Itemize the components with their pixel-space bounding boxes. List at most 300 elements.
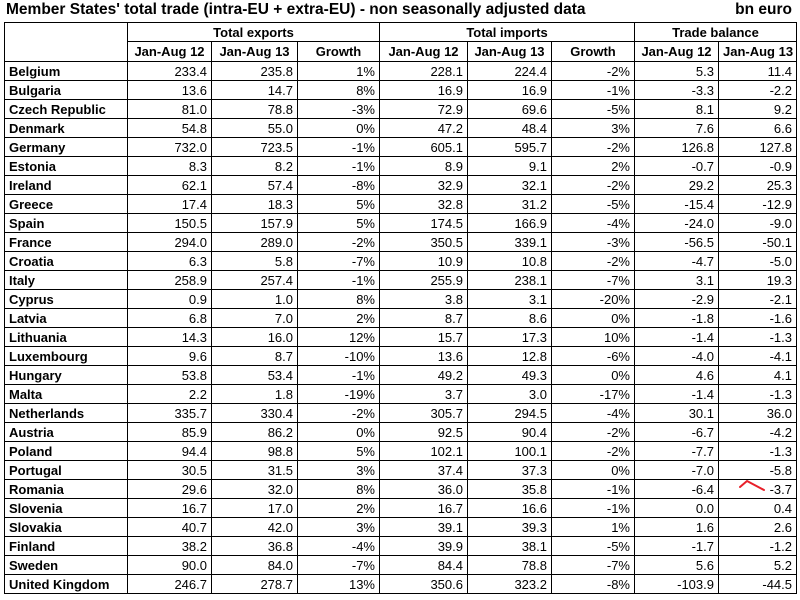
table-row: [5, 233, 797, 252]
imports-growth: -4%: [552, 214, 635, 233]
exports-growth: 12%: [298, 328, 380, 347]
exports-growth: 8%: [298, 480, 380, 499]
exports-jan-aug-13: 8.2: [212, 157, 298, 176]
imports-jan-aug-12: 37.4: [380, 461, 468, 480]
imports-jan-aug-12: 15.7: [380, 328, 468, 347]
imports-growth: -1%: [552, 480, 635, 499]
balance-jan-aug-13: -12.9: [719, 195, 797, 214]
exports-jan-aug-12: 94.4: [128, 442, 212, 461]
imports-growth: -17%: [552, 385, 635, 404]
exports-jan-aug-13: 8.7: [212, 347, 298, 366]
exports-jan-aug-13: 78.8: [212, 100, 298, 119]
exports-jan-aug-13: 289.0: [212, 233, 298, 252]
header-exports-growth: Growth: [298, 42, 380, 62]
balance-jan-aug-12: 5.6: [635, 556, 719, 575]
balance-jan-aug-13: -3.7: [719, 480, 797, 499]
exports-jan-aug-12: 30.5: [128, 461, 212, 480]
balance-jan-aug-12: -24.0: [635, 214, 719, 233]
balance-jan-aug-13: 127.8: [719, 138, 797, 157]
exports-jan-aug-12: 246.7: [128, 575, 212, 594]
exports-jan-aug-13: 18.3: [212, 195, 298, 214]
country-name: Sweden: [5, 556, 128, 575]
exports-jan-aug-13: 14.7: [212, 81, 298, 100]
balance-jan-aug-13: 5.2: [719, 556, 797, 575]
imports-jan-aug-12: 174.5: [380, 214, 468, 233]
balance-jan-aug-13: 36.0: [719, 404, 797, 423]
balance-jan-aug-12: -1.4: [635, 385, 719, 404]
imports-growth: 3%: [552, 119, 635, 138]
header-total-exports: Total exports: [128, 23, 380, 42]
balance-jan-aug-12: -6.4: [635, 480, 719, 499]
imports-growth: -2%: [552, 62, 635, 81]
imports-jan-aug-13: 32.1: [468, 176, 552, 195]
exports-growth: -19%: [298, 385, 380, 404]
table-row: [5, 195, 797, 214]
balance-jan-aug-12: -1.7: [635, 537, 719, 556]
exports-jan-aug-13: 5.8: [212, 252, 298, 271]
table-row: [5, 119, 797, 138]
imports-jan-aug-13: 31.2: [468, 195, 552, 214]
table-row: [5, 62, 797, 81]
exports-jan-aug-13: 36.8: [212, 537, 298, 556]
balance-jan-aug-12: 126.8: [635, 138, 719, 157]
country-name: Italy: [5, 271, 128, 290]
exports-growth: 13%: [298, 575, 380, 594]
country-name: Denmark: [5, 119, 128, 138]
trade-table: [4, 22, 797, 594]
imports-growth: -2%: [552, 176, 635, 195]
table-row: [5, 537, 797, 556]
exports-growth: 2%: [298, 499, 380, 518]
balance-jan-aug-12: 7.6: [635, 119, 719, 138]
imports-growth: 2%: [552, 157, 635, 176]
balance-jan-aug-13: -2.2: [719, 81, 797, 100]
balance-jan-aug-12: -3.3: [635, 81, 719, 100]
header-imports-p2: Jan-Aug 13: [468, 42, 552, 62]
exports-jan-aug-12: 14.3: [128, 328, 212, 347]
imports-jan-aug-12: 3.7: [380, 385, 468, 404]
exports-jan-aug-12: 16.7: [128, 499, 212, 518]
imports-jan-aug-12: 13.6: [380, 347, 468, 366]
exports-jan-aug-13: 1.0: [212, 290, 298, 309]
exports-jan-aug-13: 157.9: [212, 214, 298, 233]
exports-jan-aug-12: 81.0: [128, 100, 212, 119]
header-exports-p2: Jan-Aug 13: [212, 42, 298, 62]
country-name: Belgium: [5, 62, 128, 81]
header-exports-p1: Jan-Aug 12: [128, 42, 212, 62]
imports-jan-aug-12: 8.9: [380, 157, 468, 176]
imports-growth: -1%: [552, 499, 635, 518]
imports-jan-aug-13: 39.3: [468, 518, 552, 537]
balance-jan-aug-13: -0.9: [719, 157, 797, 176]
header-balance-p1: Jan-Aug 12: [635, 42, 719, 62]
exports-jan-aug-13: 235.8: [212, 62, 298, 81]
exports-jan-aug-12: 38.2: [128, 537, 212, 556]
exports-jan-aug-12: 17.4: [128, 195, 212, 214]
table-row: [5, 499, 797, 518]
exports-jan-aug-13: 32.0: [212, 480, 298, 499]
exports-jan-aug-13: 55.0: [212, 119, 298, 138]
exports-jan-aug-13: 84.0: [212, 556, 298, 575]
imports-jan-aug-12: 92.5: [380, 423, 468, 442]
imports-jan-aug-12: 39.9: [380, 537, 468, 556]
balance-jan-aug-12: -1.4: [635, 328, 719, 347]
table-row: [5, 157, 797, 176]
balance-jan-aug-13: 9.2: [719, 100, 797, 119]
balance-jan-aug-12: -56.5: [635, 233, 719, 252]
imports-jan-aug-13: 9.1: [468, 157, 552, 176]
imports-jan-aug-12: 102.1: [380, 442, 468, 461]
imports-jan-aug-13: 8.6: [468, 309, 552, 328]
exports-growth: 1%: [298, 62, 380, 81]
exports-growth: 5%: [298, 214, 380, 233]
imports-growth: -4%: [552, 404, 635, 423]
balance-jan-aug-13: -1.2: [719, 537, 797, 556]
balance-jan-aug-12: 3.1: [635, 271, 719, 290]
imports-growth: -8%: [552, 575, 635, 594]
exports-growth: 5%: [298, 442, 380, 461]
balance-jan-aug-13: -5.0: [719, 252, 797, 271]
unit-label: bn euro: [735, 1, 792, 18]
exports-growth: -3%: [298, 100, 380, 119]
exports-growth: -1%: [298, 366, 380, 385]
balance-jan-aug-12: -6.7: [635, 423, 719, 442]
table-row: [5, 442, 797, 461]
country-name: Austria: [5, 423, 128, 442]
imports-jan-aug-12: 49.2: [380, 366, 468, 385]
table-row: [5, 556, 797, 575]
imports-growth: 0%: [552, 461, 635, 480]
imports-jan-aug-13: 48.4: [468, 119, 552, 138]
table-row: [5, 404, 797, 423]
exports-jan-aug-13: 16.0: [212, 328, 298, 347]
table-row: [5, 347, 797, 366]
imports-jan-aug-12: 228.1: [380, 62, 468, 81]
exports-growth: 2%: [298, 309, 380, 328]
exports-growth: 8%: [298, 81, 380, 100]
country-name: France: [5, 233, 128, 252]
balance-jan-aug-12: 1.6: [635, 518, 719, 537]
exports-jan-aug-12: 8.3: [128, 157, 212, 176]
imports-jan-aug-12: 32.9: [380, 176, 468, 195]
imports-growth: -2%: [552, 423, 635, 442]
imports-jan-aug-12: 8.7: [380, 309, 468, 328]
corner-cell-2: [5, 42, 128, 62]
balance-jan-aug-13: 6.6: [719, 119, 797, 138]
table-row: [5, 81, 797, 100]
exports-jan-aug-13: 723.5: [212, 138, 298, 157]
exports-jan-aug-12: 53.8: [128, 366, 212, 385]
header-total-imports: Total imports: [380, 23, 635, 42]
imports-jan-aug-12: 255.9: [380, 271, 468, 290]
exports-jan-aug-13: 31.5: [212, 461, 298, 480]
balance-jan-aug-12: -0.7: [635, 157, 719, 176]
imports-jan-aug-12: 605.1: [380, 138, 468, 157]
header-imports-p1: Jan-Aug 12: [380, 42, 468, 62]
balance-jan-aug-12: 0.0: [635, 499, 719, 518]
table-row: [5, 328, 797, 347]
balance-jan-aug-13: -9.0: [719, 214, 797, 233]
balance-jan-aug-13: 19.3: [719, 271, 797, 290]
balance-jan-aug-13: -4.1: [719, 347, 797, 366]
table-row: [5, 214, 797, 233]
exports-jan-aug-12: 0.9: [128, 290, 212, 309]
country-name: Estonia: [5, 157, 128, 176]
table-row: [5, 366, 797, 385]
exports-growth: -8%: [298, 176, 380, 195]
exports-jan-aug-12: 2.2: [128, 385, 212, 404]
table-row: [5, 423, 797, 442]
imports-jan-aug-13: 3.0: [468, 385, 552, 404]
exports-jan-aug-13: 257.4: [212, 271, 298, 290]
imports-jan-aug-13: 16.9: [468, 81, 552, 100]
country-name: Malta: [5, 385, 128, 404]
imports-jan-aug-12: 72.9: [380, 100, 468, 119]
table-row: [5, 385, 797, 404]
balance-jan-aug-13: -2.1: [719, 290, 797, 309]
exports-jan-aug-12: 85.9: [128, 423, 212, 442]
country-name: Netherlands: [5, 404, 128, 423]
table-row: [5, 252, 797, 271]
imports-growth: -3%: [552, 233, 635, 252]
exports-jan-aug-12: 258.9: [128, 271, 212, 290]
sub-header-row: [5, 42, 797, 62]
imports-jan-aug-13: 78.8: [468, 556, 552, 575]
exports-jan-aug-13: 42.0: [212, 518, 298, 537]
balance-jan-aug-13: -5.8: [719, 461, 797, 480]
imports-jan-aug-12: 16.7: [380, 499, 468, 518]
balance-jan-aug-13: -1.3: [719, 385, 797, 404]
exports-jan-aug-13: 17.0: [212, 499, 298, 518]
exports-growth: 3%: [298, 461, 380, 480]
imports-jan-aug-12: 84.4: [380, 556, 468, 575]
imports-jan-aug-13: 224.4: [468, 62, 552, 81]
table-row: [5, 138, 797, 157]
imports-jan-aug-12: 47.2: [380, 119, 468, 138]
country-name: Romania: [5, 480, 128, 499]
imports-jan-aug-12: 305.7: [380, 404, 468, 423]
balance-jan-aug-12: 30.1: [635, 404, 719, 423]
country-name: Ireland: [5, 176, 128, 195]
table-row: [5, 575, 797, 594]
balance-jan-aug-12: -15.4: [635, 195, 719, 214]
table-title: Member States' total trade (intra-EU + extra-EU) - non seasonally adjusted data: [6, 1, 586, 18]
red-check-mark: [738, 478, 766, 494]
title-bar: [4, 0, 796, 21]
imports-jan-aug-13: 38.1: [468, 537, 552, 556]
country-name: Germany: [5, 138, 128, 157]
balance-jan-aug-12: -4.0: [635, 347, 719, 366]
imports-jan-aug-13: 238.1: [468, 271, 552, 290]
balance-jan-aug-12: -7.7: [635, 442, 719, 461]
exports-jan-aug-12: 54.8: [128, 119, 212, 138]
exports-jan-aug-12: 90.0: [128, 556, 212, 575]
country-name: United Kingdom: [5, 575, 128, 594]
imports-growth: -5%: [552, 100, 635, 119]
imports-growth: 1%: [552, 518, 635, 537]
table-row: [5, 176, 797, 195]
imports-jan-aug-13: 69.6: [468, 100, 552, 119]
imports-jan-aug-12: 16.9: [380, 81, 468, 100]
country-name: Lithuania: [5, 328, 128, 347]
exports-growth: -1%: [298, 271, 380, 290]
exports-growth: -4%: [298, 537, 380, 556]
exports-jan-aug-13: 53.4: [212, 366, 298, 385]
corner-cell: [5, 23, 128, 42]
country-name: Slovenia: [5, 499, 128, 518]
exports-jan-aug-13: 1.8: [212, 385, 298, 404]
table-row: [5, 461, 797, 480]
balance-jan-aug-13: -44.5: [719, 575, 797, 594]
imports-growth: -2%: [552, 138, 635, 157]
country-name: Spain: [5, 214, 128, 233]
country-name: Latvia: [5, 309, 128, 328]
table-row: [5, 480, 797, 499]
exports-jan-aug-12: 62.1: [128, 176, 212, 195]
imports-growth: 10%: [552, 328, 635, 347]
table-row: [5, 271, 797, 290]
imports-jan-aug-13: 17.3: [468, 328, 552, 347]
imports-jan-aug-13: 35.8: [468, 480, 552, 499]
exports-jan-aug-12: 335.7: [128, 404, 212, 423]
imports-jan-aug-12: 39.1: [380, 518, 468, 537]
group-header-row: [5, 23, 797, 42]
imports-growth: -2%: [552, 252, 635, 271]
balance-jan-aug-13: 11.4: [719, 62, 797, 81]
imports-growth: -5%: [552, 537, 635, 556]
exports-jan-aug-13: 278.7: [212, 575, 298, 594]
imports-jan-aug-12: 10.9: [380, 252, 468, 271]
balance-jan-aug-12: -1.8: [635, 309, 719, 328]
exports-jan-aug-13: 86.2: [212, 423, 298, 442]
exports-jan-aug-13: 57.4: [212, 176, 298, 195]
balance-jan-aug-13: 4.1: [719, 366, 797, 385]
balance-jan-aug-12: -103.9: [635, 575, 719, 594]
imports-jan-aug-12: 350.6: [380, 575, 468, 594]
exports-jan-aug-12: 29.6: [128, 480, 212, 499]
header-balance-p2: Jan-Aug 13: [719, 42, 797, 62]
exports-growth: -2%: [298, 233, 380, 252]
exports-jan-aug-13: 7.0: [212, 309, 298, 328]
imports-jan-aug-12: 36.0: [380, 480, 468, 499]
exports-growth: -1%: [298, 138, 380, 157]
exports-jan-aug-12: 233.4: [128, 62, 212, 81]
exports-jan-aug-12: 6.3: [128, 252, 212, 271]
exports-jan-aug-12: 9.6: [128, 347, 212, 366]
exports-jan-aug-12: 732.0: [128, 138, 212, 157]
exports-jan-aug-12: 6.8: [128, 309, 212, 328]
balance-jan-aug-13: -4.2: [719, 423, 797, 442]
imports-jan-aug-13: 294.5: [468, 404, 552, 423]
exports-jan-aug-12: 294.0: [128, 233, 212, 252]
balance-jan-aug-12: -4.7: [635, 252, 719, 271]
exports-growth: 0%: [298, 119, 380, 138]
country-name: Slovakia: [5, 518, 128, 537]
exports-growth: 3%: [298, 518, 380, 537]
country-name: Finland: [5, 537, 128, 556]
imports-growth: 0%: [552, 366, 635, 385]
imports-jan-aug-13: 3.1: [468, 290, 552, 309]
exports-growth: 5%: [298, 195, 380, 214]
imports-jan-aug-12: 350.5: [380, 233, 468, 252]
country-name: Luxembourg: [5, 347, 128, 366]
imports-growth: 0%: [552, 309, 635, 328]
balance-jan-aug-13: 2.6: [719, 518, 797, 537]
balance-jan-aug-12: 8.1: [635, 100, 719, 119]
country-name: Croatia: [5, 252, 128, 271]
imports-jan-aug-13: 16.6: [468, 499, 552, 518]
balance-jan-aug-12: 4.6: [635, 366, 719, 385]
exports-jan-aug-12: 150.5: [128, 214, 212, 233]
exports-growth: -10%: [298, 347, 380, 366]
imports-jan-aug-13: 37.3: [468, 461, 552, 480]
imports-jan-aug-13: 49.3: [468, 366, 552, 385]
table-row: [5, 518, 797, 537]
imports-growth: -1%: [552, 81, 635, 100]
imports-jan-aug-13: 100.1: [468, 442, 552, 461]
table-row: [5, 290, 797, 309]
exports-jan-aug-12: 13.6: [128, 81, 212, 100]
imports-jan-aug-13: 10.8: [468, 252, 552, 271]
balance-jan-aug-12: 29.2: [635, 176, 719, 195]
imports-growth: -7%: [552, 556, 635, 575]
country-name: Poland: [5, 442, 128, 461]
balance-jan-aug-12: 5.3: [635, 62, 719, 81]
imports-jan-aug-13: 339.1: [468, 233, 552, 252]
table-row: [5, 309, 797, 328]
exports-growth: 8%: [298, 290, 380, 309]
exports-growth: -1%: [298, 157, 380, 176]
balance-jan-aug-13: -1.6: [719, 309, 797, 328]
country-name: Cyprus: [5, 290, 128, 309]
balance-jan-aug-13: -50.1: [719, 233, 797, 252]
exports-jan-aug-13: 98.8: [212, 442, 298, 461]
exports-growth: -7%: [298, 556, 380, 575]
country-name: Hungary: [5, 366, 128, 385]
country-name: Czech Republic: [5, 100, 128, 119]
exports-jan-aug-12: 40.7: [128, 518, 212, 537]
imports-growth: -7%: [552, 271, 635, 290]
imports-jan-aug-12: 32.8: [380, 195, 468, 214]
imports-growth: -20%: [552, 290, 635, 309]
balance-jan-aug-12: -2.9: [635, 290, 719, 309]
imports-jan-aug-13: 90.4: [468, 423, 552, 442]
imports-growth: -2%: [552, 442, 635, 461]
table-body: [5, 62, 797, 594]
exports-growth: -2%: [298, 404, 380, 423]
country-name: Portugal: [5, 461, 128, 480]
balance-jan-aug-13: -1.3: [719, 442, 797, 461]
header-imports-growth: Growth: [552, 42, 635, 62]
balance-jan-aug-13: -1.3: [719, 328, 797, 347]
exports-growth: -7%: [298, 252, 380, 271]
country-name: Bulgaria: [5, 81, 128, 100]
balance-jan-aug-13: 0.4: [719, 499, 797, 518]
imports-jan-aug-13: 595.7: [468, 138, 552, 157]
table-row: [5, 100, 797, 119]
imports-jan-aug-13: 323.2: [468, 575, 552, 594]
imports-growth: -5%: [552, 195, 635, 214]
country-name: Greece: [5, 195, 128, 214]
header-trade-balance: Trade balance: [635, 23, 797, 42]
balance-jan-aug-12: -7.0: [635, 461, 719, 480]
exports-growth: 0%: [298, 423, 380, 442]
exports-jan-aug-13: 330.4: [212, 404, 298, 423]
imports-jan-aug-12: 3.8: [380, 290, 468, 309]
imports-jan-aug-13: 166.9: [468, 214, 552, 233]
imports-growth: -6%: [552, 347, 635, 366]
imports-jan-aug-13: 12.8: [468, 347, 552, 366]
